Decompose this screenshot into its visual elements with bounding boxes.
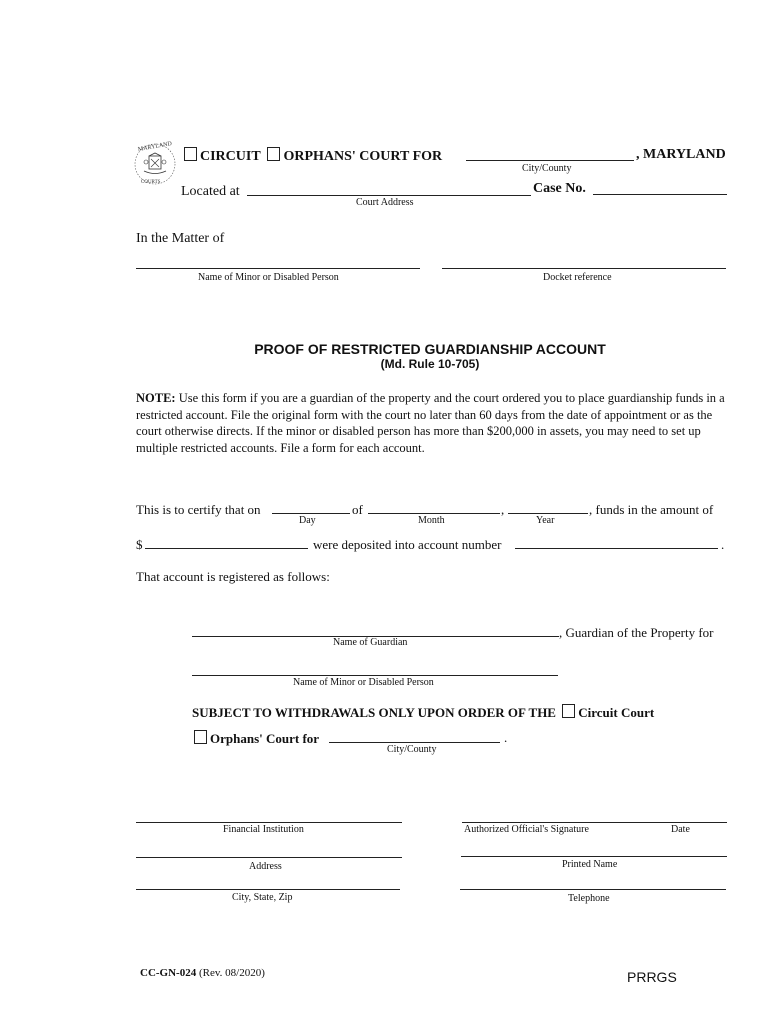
located-at-label: Located at bbox=[181, 184, 240, 199]
city-state-zip-field[interactable] bbox=[136, 889, 400, 890]
withdrawal-period: . bbox=[504, 730, 508, 745]
note-label: NOTE: bbox=[136, 391, 176, 405]
day-field[interactable] bbox=[272, 513, 350, 514]
case-no-label: Case No. bbox=[533, 181, 586, 196]
form-title: PROOF OF RESTRICTED GUARDIANSHIP ACCOUNT bbox=[254, 341, 606, 357]
financial-institution-caption: Financial Institution bbox=[223, 824, 304, 835]
guardian-of-property-label: , Guardian of the Property for bbox=[559, 625, 714, 640]
account-period: . bbox=[721, 537, 725, 552]
of-label: of bbox=[352, 502, 363, 517]
certify-label: This is to certify that on bbox=[136, 502, 261, 517]
court-address-caption: Court Address bbox=[356, 197, 414, 208]
circuit-court-label: Circuit Court bbox=[578, 705, 655, 720]
maryland-seal bbox=[132, 136, 178, 192]
circuit-court-checkbox[interactable] bbox=[562, 704, 575, 718]
day-caption: Day bbox=[299, 515, 316, 526]
dollar-sign: $ bbox=[136, 537, 143, 552]
withdrawal-city-county-field[interactable] bbox=[329, 742, 500, 743]
printed-name-caption: Printed Name bbox=[562, 859, 618, 870]
svg-text:MARYLAND: MARYLAND bbox=[137, 141, 173, 153]
orphans-court-label: ORPHANS' COURT FOR bbox=[283, 149, 443, 164]
month-caption: Month bbox=[418, 515, 445, 526]
orphans-court-checkbox[interactable] bbox=[194, 730, 207, 744]
registered-label: That account is registered as follows: bbox=[136, 569, 330, 584]
authorized-signature-field[interactable] bbox=[462, 822, 727, 823]
svg-text:COURTS: COURTS bbox=[141, 180, 161, 185]
address-caption: Address bbox=[249, 861, 282, 872]
minor-name-field-2[interactable] bbox=[192, 675, 558, 676]
form-subtitle: (Md. Rule 10-705) bbox=[380, 357, 480, 371]
minor-name-field[interactable] bbox=[136, 268, 420, 269]
printed-name-field[interactable] bbox=[461, 856, 727, 857]
note-paragraph bbox=[136, 390, 736, 456]
amount-field[interactable] bbox=[145, 548, 308, 549]
withdrawals-text: SUBJECT TO WITHDRAWALS ONLY UPON ORDER OF THE bbox=[192, 705, 556, 720]
orphans-checkbox[interactable] bbox=[267, 147, 280, 161]
minor-name-caption: Name of Minor or Disabled Person bbox=[198, 272, 339, 283]
month-field[interactable] bbox=[368, 513, 500, 514]
authorized-signature-caption: Authorized Official's Signature bbox=[464, 824, 589, 835]
circuit-checkbox[interactable] bbox=[184, 147, 197, 161]
docket-reference-caption: Docket reference bbox=[543, 272, 612, 283]
circuit-label: CIRCUIT bbox=[200, 149, 261, 164]
year-caption: Year bbox=[536, 515, 555, 526]
city-county-field[interactable] bbox=[466, 160, 634, 161]
note-text: Use this form if you are a guardian of the property and the court ordered you to place guardianship funds in a restricted account. File the original form with the court no later than 60 days from the date of appointment or as the court otherwise directs. If the minor or disabled person has more than $200,000 in assets, you may need to set up multiple restricted accounts. File a form for each account. bbox=[136, 391, 725, 455]
form-number: CC-GN-024 bbox=[140, 967, 197, 979]
telephone-field[interactable] bbox=[460, 889, 726, 890]
form-revision: (Rev. 08/2020) bbox=[196, 967, 265, 979]
minor-name-caption-2: Name of Minor or Disabled Person bbox=[293, 677, 434, 688]
orphans-court-for-label: Orphans' Court for bbox=[210, 731, 320, 746]
in-the-matter-of: In the Matter of bbox=[136, 231, 225, 246]
date-caption: Date bbox=[671, 824, 690, 835]
comma-label: , bbox=[501, 502, 505, 517]
address-field[interactable] bbox=[136, 857, 402, 858]
funds-label: , funds in the amount of bbox=[589, 502, 714, 517]
withdrawal-city-county-caption: City/County bbox=[387, 744, 437, 755]
account-number-field[interactable] bbox=[515, 548, 718, 549]
financial-institution-field[interactable] bbox=[136, 822, 402, 823]
deposited-label: were deposited into account number bbox=[313, 537, 502, 552]
guardian-name-caption: Name of Guardian bbox=[333, 637, 408, 648]
city-state-zip-caption: City, State, Zip bbox=[232, 892, 293, 903]
docket-reference-field[interactable] bbox=[442, 268, 726, 269]
case-no-field[interactable] bbox=[593, 194, 727, 195]
city-county-caption: City/County bbox=[522, 163, 572, 174]
form-code: PRRGS bbox=[627, 969, 677, 985]
maryland-label: , MARYLAND bbox=[636, 147, 726, 162]
year-field[interactable] bbox=[508, 513, 588, 514]
court-address-field[interactable] bbox=[247, 195, 531, 196]
telephone-caption: Telephone bbox=[568, 893, 610, 904]
